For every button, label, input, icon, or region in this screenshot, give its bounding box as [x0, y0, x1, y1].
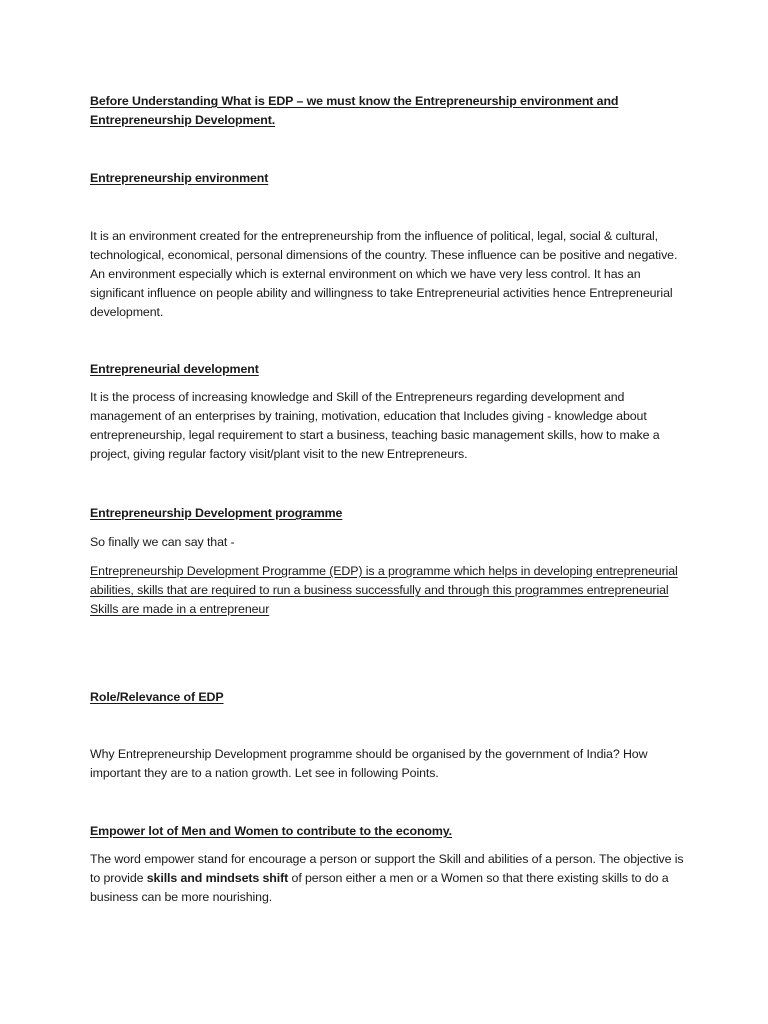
- env-paragraph: It is an environment created for the entrepreneurship from the influence of political, legal, social & cultural, technological, economical, personal dimensions of the country. These influence can be positive and negative. An environment especially which is external environment on which we have very less control. It has an significant influence on people ability and willingness to take Entrepreneurial activities hence Entrepreneurial development.: [90, 229, 678, 319]
- empower-paragraph: [90, 850, 690, 907]
- empower-text-end: of person either a men or a Women so that there existing skills to do a business can be more nourishing.: [90, 871, 669, 904]
- env-heading: Entrepreneurship environment: [90, 171, 269, 185]
- edp-lead: So finally we can say that -: [90, 535, 235, 549]
- role-paragraph: Why Entrepreneurship Development programme should be organised by the government of India? How important they are to a nation growth. Let see in following Points.: [90, 747, 648, 780]
- edp-definition: Entrepreneurship Development Programme (EDP) is a programme which helps in developing entrepreneurial abilities, skills that are required to run a business successfully and through this programmes entrepreneurial Skills are made in a entrepreneur: [90, 564, 678, 616]
- dev-heading: Entrepreneurial development: [90, 362, 259, 376]
- edp-heading: Entrepreneurship Development programme: [90, 506, 343, 520]
- intro-heading: Before Understanding What is EDP – we must know the Entrepreneurship environment and Entrepreneurship Development.: [90, 94, 619, 127]
- empower-bold-text: skills and mindsets shift: [146, 871, 289, 885]
- role-heading: Role/Relevance of EDP: [90, 690, 224, 704]
- empower-heading: Empower lot of Men and Women to contribute to the economy.: [90, 824, 453, 838]
- document-page: [90, 0, 690, 1024]
- dev-paragraph: It is the process of increasing knowledge and Skill of the Entrepreneurs regarding development and management of an enterprises by training, motivation, education that Includes giving - knowledge about entrepreneurship, legal requirement to start a business, teaching basic management skills, how to make a project, giving regular factory visit/plant visit to the new Entrepreneurs.: [90, 390, 660, 461]
- empower-text-start: The word empower stand for encourage a person or support the Skill and abilities of a person. The objective is to provide: [90, 852, 684, 885]
